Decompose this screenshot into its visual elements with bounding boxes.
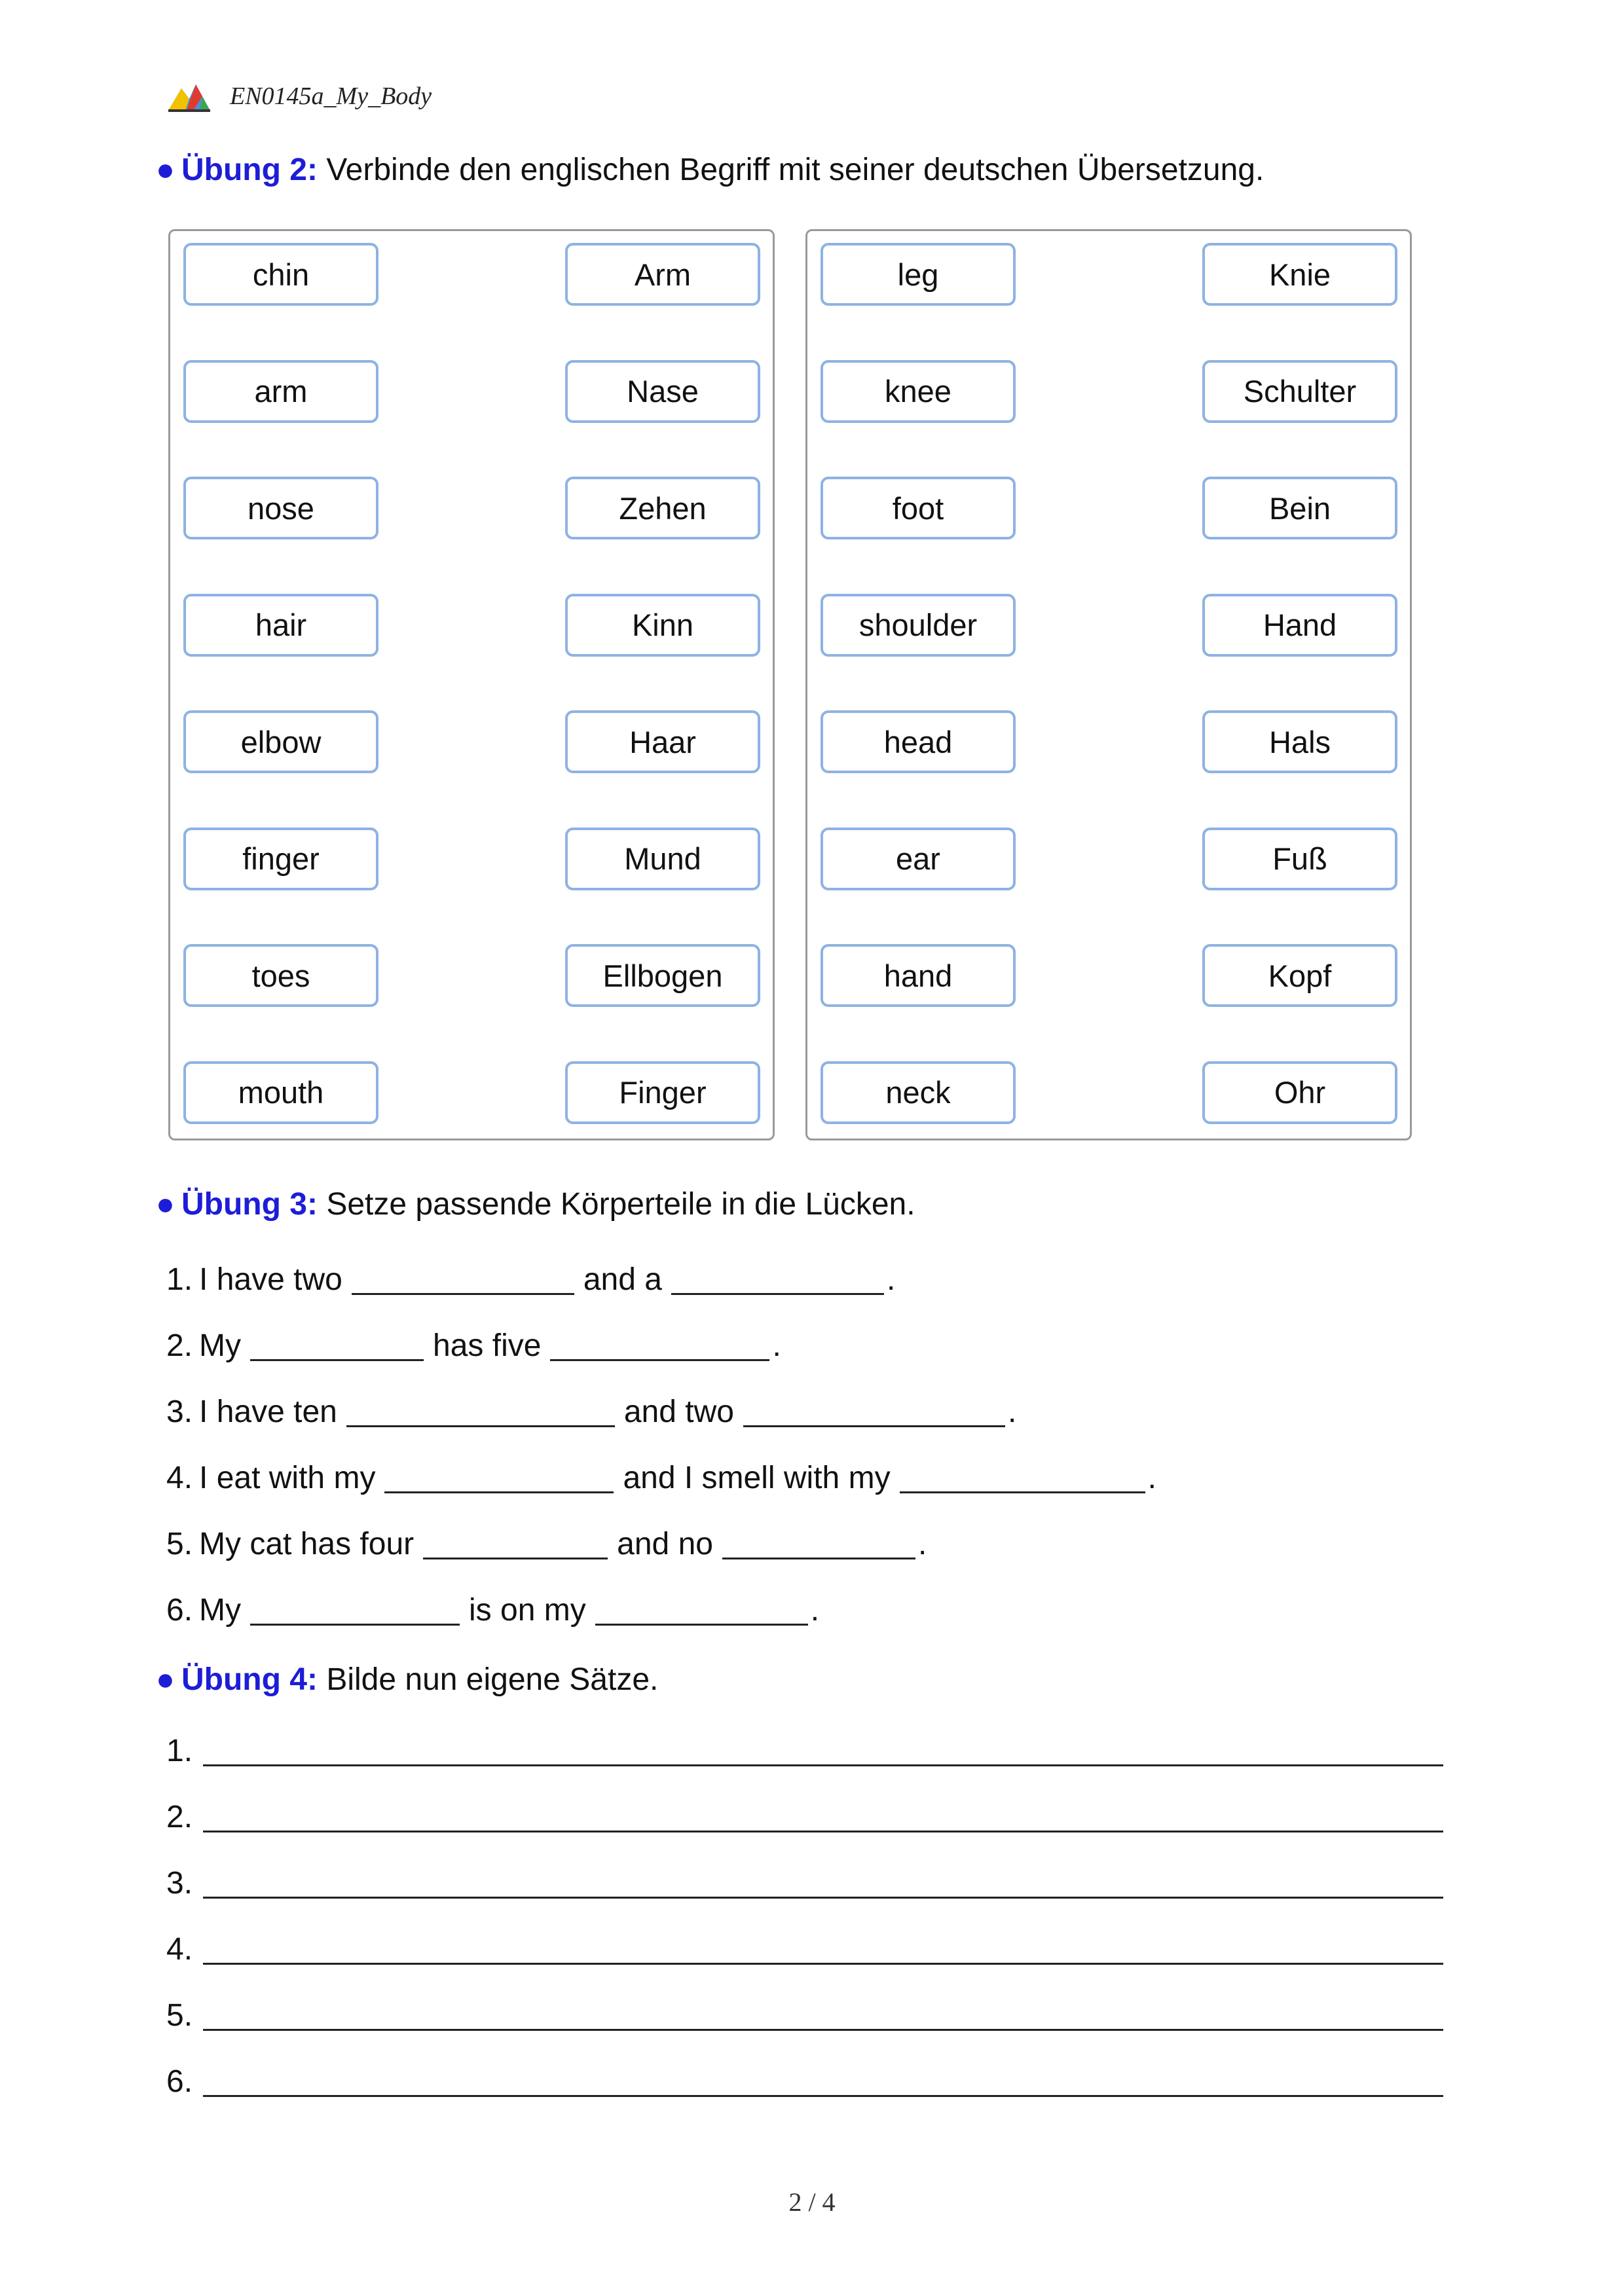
writing-line[interactable] xyxy=(166,1928,1443,1967)
sentence-row xyxy=(166,1589,819,1628)
answer-line[interactable] xyxy=(203,1963,1443,1965)
german-word-box[interactable]: Schulter xyxy=(1202,360,1397,423)
sentence-number: 4. xyxy=(166,1461,193,1495)
sentence-text: . xyxy=(917,1527,927,1561)
exercise-label: Übung 2: xyxy=(181,153,318,187)
answer-blank[interactable] xyxy=(550,1359,769,1361)
exercise-instruction: Bilde nun eigene Sätze. xyxy=(326,1662,659,1697)
sentence-text: . xyxy=(1007,1394,1017,1429)
german-word-box[interactable]: Fuß xyxy=(1202,828,1397,890)
german-word-box[interactable]: Knie xyxy=(1202,243,1397,306)
sentence-text: I have two xyxy=(199,1262,342,1297)
sentence-number: 1. xyxy=(166,1262,193,1297)
sentence-number: 3. xyxy=(166,1394,193,1429)
exercise-instruction: Setze passende Körperteile in die Lücken. xyxy=(326,1187,915,1222)
english-word-box[interactable]: knee xyxy=(821,360,1016,423)
german-word-box[interactable]: Ohr xyxy=(1202,1061,1397,1124)
answer-blank[interactable] xyxy=(671,1293,884,1295)
german-word-box[interactable]: Nase xyxy=(565,360,760,423)
bullet-icon: ● xyxy=(156,153,175,187)
english-word-box[interactable]: foot xyxy=(821,477,1016,539)
logo-icon xyxy=(167,79,212,113)
sentence-row xyxy=(166,1457,1156,1496)
writing-line[interactable] xyxy=(166,1994,1443,2033)
english-word-box[interactable]: head xyxy=(821,710,1016,773)
document-code: EN0145a_My_Body xyxy=(230,82,432,110)
answer-blank[interactable] xyxy=(250,1359,424,1361)
line-number: 3. xyxy=(166,1866,193,1901)
exercise-3-heading xyxy=(156,1186,915,1222)
answer-blank[interactable] xyxy=(722,1558,915,1559)
matching-panel-left xyxy=(168,229,775,1140)
answer-line[interactable] xyxy=(203,2095,1443,2097)
line-number: 6. xyxy=(166,2064,193,2099)
german-word-box[interactable]: Kopf xyxy=(1202,944,1397,1007)
english-word-box[interactable]: ear xyxy=(821,828,1016,890)
sentence-text: and I smell with my xyxy=(623,1461,891,1495)
german-word-box[interactable]: Ellbogen xyxy=(565,944,760,1007)
sentence-text: . xyxy=(886,1262,896,1297)
line-number: 2. xyxy=(166,1800,193,1834)
german-word-box[interactable]: Bein xyxy=(1202,477,1397,539)
answer-line[interactable] xyxy=(203,1831,1443,1832)
matching-panel-right xyxy=(805,229,1412,1140)
sentence-row xyxy=(166,1324,781,1364)
sentence-number: 5. xyxy=(166,1527,193,1561)
english-word-box[interactable]: chin xyxy=(183,243,378,306)
sentence-row xyxy=(166,1523,927,1562)
sentence-text: has five xyxy=(433,1328,542,1363)
english-word-box[interactable]: hair xyxy=(183,594,378,657)
sentence-text: I have ten xyxy=(199,1394,337,1429)
english-word-box[interactable]: hand xyxy=(821,944,1016,1007)
sentence-text: and no xyxy=(617,1527,713,1561)
exercise-instruction: Verbinde den englischen Begriff mit seiner deutschen Übersetzung. xyxy=(326,153,1264,187)
answer-line[interactable] xyxy=(203,2029,1443,2031)
english-word-box[interactable]: finger xyxy=(183,828,378,890)
bullet-icon: ● xyxy=(156,1662,175,1697)
english-word-box[interactable]: arm xyxy=(183,360,378,423)
english-word-box[interactable]: toes xyxy=(183,944,378,1007)
answer-line[interactable] xyxy=(203,1897,1443,1899)
line-number: 4. xyxy=(166,1932,193,1967)
sentence-number: 6. xyxy=(166,1593,193,1628)
english-word-box[interactable]: elbow xyxy=(183,710,378,773)
english-word-box[interactable]: neck xyxy=(821,1061,1016,1124)
english-word-box[interactable]: mouth xyxy=(183,1061,378,1124)
bullet-icon: ● xyxy=(156,1187,175,1222)
english-word-box[interactable]: nose xyxy=(183,477,378,539)
sentence-text: and two xyxy=(623,1394,734,1429)
exercise-2-heading xyxy=(156,152,1264,188)
answer-blank[interactable] xyxy=(900,1491,1145,1493)
sentence-text: I eat with my xyxy=(199,1461,376,1495)
sentence-text: . xyxy=(1147,1461,1156,1495)
german-word-box[interactable]: Hand xyxy=(1202,594,1397,657)
writing-line[interactable] xyxy=(166,1796,1443,1835)
german-word-box[interactable]: Finger xyxy=(565,1061,760,1124)
sentence-text: is on my xyxy=(469,1593,586,1628)
line-number: 5. xyxy=(166,1998,193,2033)
sentence-text: . xyxy=(772,1328,781,1363)
answer-blank[interactable] xyxy=(352,1293,574,1295)
answer-blank[interactable] xyxy=(743,1425,1005,1427)
sentence-text: . xyxy=(810,1593,820,1628)
answer-blank[interactable] xyxy=(384,1491,614,1493)
writing-line[interactable] xyxy=(166,1862,1443,1901)
exercise-label: Übung 3: xyxy=(181,1187,318,1222)
german-word-box[interactable]: Zehen xyxy=(565,477,760,539)
answer-blank[interactable] xyxy=(595,1624,808,1626)
answer-line[interactable] xyxy=(203,1764,1443,1766)
answer-blank[interactable] xyxy=(250,1624,460,1626)
sentence-number: 2. xyxy=(166,1328,193,1363)
document-header xyxy=(167,73,432,119)
sentence-text: My cat has four xyxy=(199,1527,415,1561)
exercise-4-heading xyxy=(156,1662,658,1698)
german-word-box[interactable]: Arm xyxy=(565,243,760,306)
page-number: 2 / 4 xyxy=(788,2187,836,2217)
german-word-box[interactable]: Haar xyxy=(565,710,760,773)
sentence-row xyxy=(166,1391,1016,1430)
german-word-box[interactable]: Mund xyxy=(565,828,760,890)
english-word-box[interactable]: shoulder xyxy=(821,594,1016,657)
writing-line[interactable] xyxy=(166,1730,1443,1769)
english-word-box[interactable]: leg xyxy=(821,243,1016,306)
answer-blank[interactable] xyxy=(423,1558,608,1559)
sentence-text: My xyxy=(199,1593,242,1628)
sentence-text: and a xyxy=(583,1262,662,1297)
line-number: 1. xyxy=(166,1734,193,1768)
writing-line[interactable] xyxy=(166,2060,1443,2100)
sentence-row xyxy=(166,1258,895,1298)
exercise-label: Übung 4: xyxy=(181,1662,318,1697)
german-word-box[interactable]: Hals xyxy=(1202,710,1397,773)
sentence-text: My xyxy=(199,1328,242,1363)
answer-blank[interactable] xyxy=(346,1425,615,1427)
german-word-box[interactable]: Kinn xyxy=(565,594,760,657)
